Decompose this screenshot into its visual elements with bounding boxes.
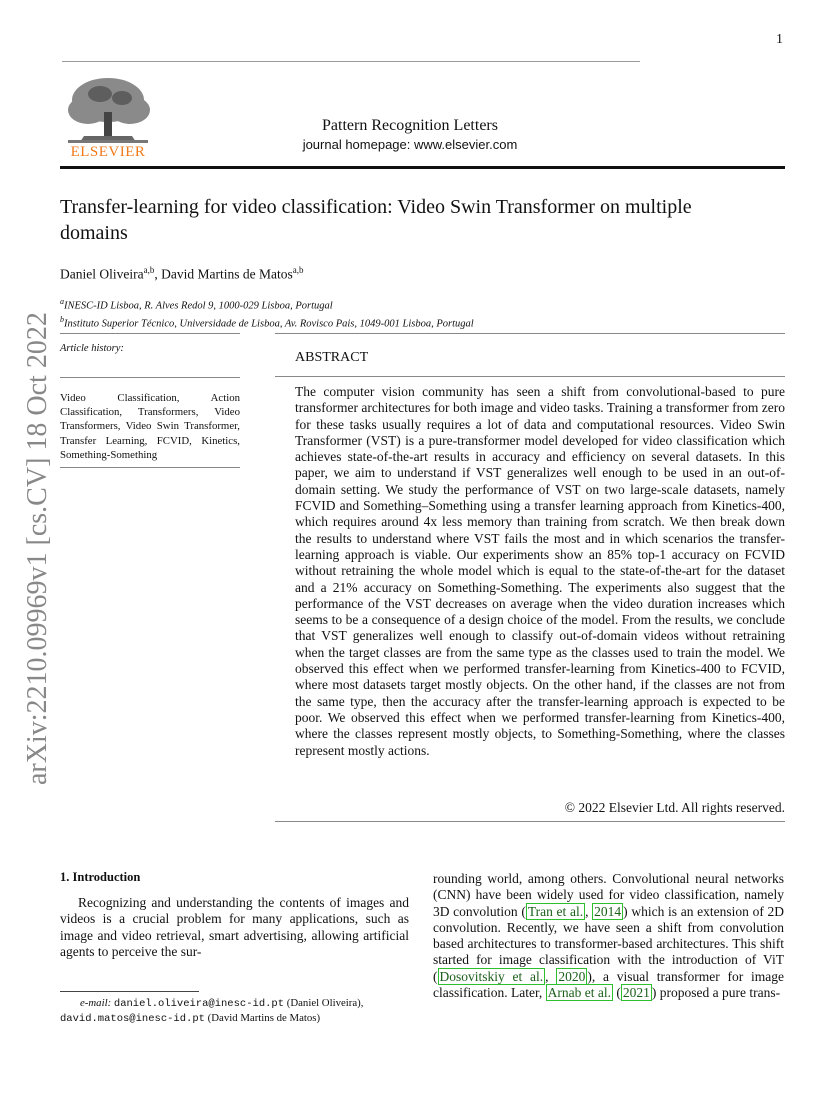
intro-text-4: ) proposed a pure trans- bbox=[651, 985, 781, 1001]
footnote-rule bbox=[60, 991, 199, 992]
footnote-name-1: (Daniel Oliveira), bbox=[284, 997, 364, 1009]
sidebar-rule-2 bbox=[60, 377, 240, 378]
footnote bbox=[60, 996, 409, 1026]
footnote-line-1 bbox=[60, 996, 409, 1011]
author-separator: , bbox=[154, 266, 162, 282]
author-1: Daniel Oliveira bbox=[60, 266, 144, 282]
email-link-1[interactable]: daniel.oliveira@inesc-id.pt bbox=[113, 998, 285, 1010]
elsevier-logo bbox=[60, 72, 156, 164]
journal-name: Pattern Recognition Letters bbox=[322, 117, 498, 134]
journal-homepage: journal homepage: www.elsevier.com bbox=[302, 137, 518, 152]
section-heading-introduction: 1. Introduction bbox=[60, 870, 141, 884]
intro-text-3b: ( bbox=[613, 985, 621, 1001]
abstract-heading: ABSTRACT bbox=[295, 350, 369, 365]
abstract-rule-2 bbox=[275, 376, 785, 377]
intro-column-1: Recognizing and understanding the contents of images and videos is a crucial problem for many applications, such as image and video retrieval, smart advertising, allowing artificial agents to perceive the sur- bbox=[60, 895, 409, 959]
intro-text-2: ) which is an extension of 2D convolution. Recently, we have seen a shift from convolution based architectures to transformer-based architectures. This shift started for image classification with the introduction of ViT ( bbox=[433, 903, 784, 984]
affiliation-b bbox=[60, 313, 474, 331]
affiliation-a-text: INESC-ID Lisboa, R. Alves Redol 9, 1000-029 Lisboa, Portugal bbox=[64, 300, 333, 312]
intro-column-2 bbox=[433, 871, 784, 1001]
abstract-rule-1 bbox=[275, 333, 785, 334]
citation-link[interactable]: Tran et al. bbox=[527, 903, 584, 919]
intro-text-2b: , bbox=[545, 968, 557, 984]
citation-link[interactable]: Arnab et al. bbox=[547, 985, 612, 1001]
page-number: 1 bbox=[776, 32, 783, 47]
citation-link[interactable]: Dosovitskiy et al. bbox=[439, 968, 544, 984]
intro-text-1: rounding world, among others. Convolutional neural networks (CNN) have been widely used for video classification, namely 3D convolution ( bbox=[433, 871, 784, 919]
journal-block bbox=[280, 116, 540, 154]
footnote-label: e-mail: bbox=[80, 997, 114, 1009]
citation-year-link[interactable]: 2021 bbox=[622, 985, 650, 1001]
arxiv-identifier: arXiv:2210.09969v1 [cs.CV] 18 Oct 2022 bbox=[22, 312, 53, 785]
sidebar-rule-3 bbox=[60, 467, 240, 468]
abstract-text: The computer vision community has seen a shift from convolutional-based to pure transformer architectures for both image and video tasks. Training a transformer from zero for these tasks usually requires a lot of data and computational resources. Video Swin Transformer (VST) is a pure-transformer model developed for video classification which achieves state-of-the-art results in accuracy and efficiency on several datasets. In this paper, we aim to understand if VST generalizes well enough to be used in an out-of-domain setting. We study the performance of VST on two large-scale datasets, namely FCVID and Something–Something using a transfer learning approach from Kinetics-400, which requires around 4x less memory than training from scratch. We then break down the results to understand where VST fails the most and in which scenarios the transfer-learning approach is viable. Our experiments show an 85% top-1 accuracy on FCVID without retraining the whole model which is equal to the state-of-the-art for the dataset and a 21% accuracy on Something-Something. The experiments also suggest that the performance of the VST decreases on average when the video duration increases which seems to be a consequence of a design choice of the model. From the results, we conclude that VST generalizes well enough to classify out-of-domain videos without retraining when the target classes are from the same type as the classes used to train the model. We observed this effect when we performed transfer-learning from Kinetics-400 to FCVID, where most datasets target mostly objects. On the other hand, if the classes are not from the same type, then the accuracy after the transfer-learning approach is expected to be poor. We observed this effect when we performed transfer-learning from Kinetics-400, where the classes represent mostly objects, to Something-Something, where the classes represent mostly actions. bbox=[295, 384, 785, 758]
author-2: David Martins de Matos bbox=[161, 266, 293, 282]
paper-title bbox=[60, 194, 785, 246]
affiliations bbox=[60, 295, 474, 330]
header-rule bbox=[62, 61, 640, 62]
intro-text-3: ), a visual transformer for image classification. Later, bbox=[433, 968, 785, 1001]
intro-text-1b: , bbox=[585, 903, 593, 919]
copyright-notice: © 2022 Elsevier Ltd. All rights reserved. bbox=[564, 800, 785, 815]
citation-year-link[interactable]: 2014 bbox=[594, 903, 622, 919]
footnote-line-2 bbox=[60, 1011, 409, 1026]
abstract-rule-3 bbox=[275, 821, 785, 822]
citation-year-link[interactable]: 2020 bbox=[558, 968, 586, 984]
affiliation-b-sup: b bbox=[60, 314, 64, 324]
author-1-affil: a,b bbox=[143, 265, 155, 275]
article-history-label: Article history: bbox=[60, 343, 124, 354]
affiliation-a-sup: a bbox=[60, 297, 64, 306]
affiliation-b-text: Instituto Superior Técnico, Universidade de Lisboa, Av. Rovisco Pais, 1049-001 Lisboa, Portugal bbox=[64, 318, 474, 329]
author-2-affil: a,b bbox=[292, 265, 304, 275]
email-link-2[interactable]: david.matos@inesc-id.pt bbox=[60, 1013, 205, 1025]
paper-title-line2: domains bbox=[60, 222, 128, 244]
header-thick-rule bbox=[60, 166, 785, 169]
sidebar-rule-1 bbox=[60, 333, 240, 334]
publisher-wordmark: ELSEVIER bbox=[70, 144, 146, 160]
paper-title-line1: Transfer-learning for video classification: Video Swin Transformer on multiple bbox=[60, 196, 692, 218]
author-list bbox=[60, 265, 303, 283]
footnote-name-2: (David Martins de Matos) bbox=[204, 1012, 321, 1024]
affiliation-a bbox=[60, 295, 474, 313]
keywords: Video Classification, Action Classification, Transformers, Video Transformers, Video Swin Transformer, Transfer Learning, FCVID, Kinetics, Something-Something bbox=[60, 392, 240, 461]
